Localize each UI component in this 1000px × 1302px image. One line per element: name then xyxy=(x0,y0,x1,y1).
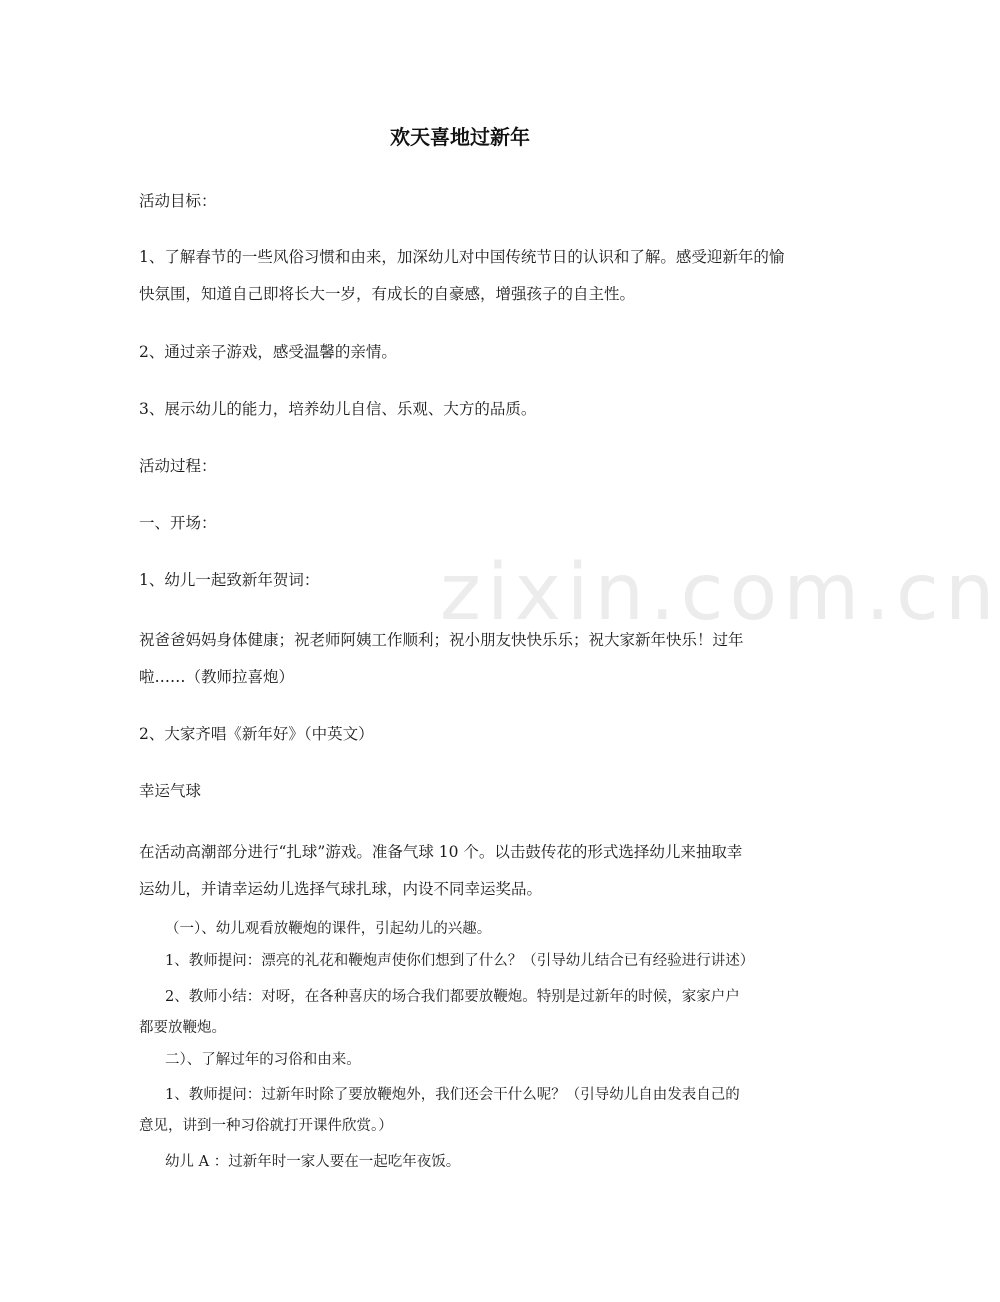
part-1-summary-line-2: 都要放鞭炮。 xyxy=(139,1020,226,1036)
goal-2: 2、通过亲子游戏，感受温馨的亲情。 xyxy=(139,343,397,361)
lucky-line-1: 在活动高潮部分进行“扎球”游戏。准备气球 10 个。以击鼓传花的形式选择幼儿来抽取幸 xyxy=(139,843,743,861)
child-a-answer: 幼儿 A ：过新年时一家人要在一起吃年夜饭。 xyxy=(165,1154,461,1170)
goal-3: 3、展示幼儿的能力，培养幼儿自信、乐观、大方的品质。 xyxy=(139,400,537,418)
watermark: zixin.com.cn xyxy=(440,548,1000,638)
lucky-balloon-paragraph xyxy=(139,834,789,908)
document-title: 欢天喜地过新年 xyxy=(390,125,530,149)
part-1-question: 1、教师提问：漂亮的礼花和鞭炮声使你们想到了什么？（引导幼儿结合已有经验进行讲述） xyxy=(165,953,755,969)
section-1-heading: 一、开场： xyxy=(139,514,217,532)
goal-heading: 活动目标： xyxy=(139,192,217,210)
lucky-line-2: 运幼儿，并请幸运幼儿选择气球扎球，内设不同幸运奖品。 xyxy=(139,880,543,898)
greeting-line-2: 啦……（教师拉喜炮） xyxy=(139,668,295,686)
lucky-balloon-heading: 幸运气球 xyxy=(139,782,202,800)
part-2-heading: 二）、了解过年的习俗和由来。 xyxy=(165,1052,361,1068)
part-1-summary-line-1: 2、教师小结：对呀，在各种喜庆的场合我们都要放鞭炮。特别是过新年的时候，家家户户 xyxy=(165,989,740,1005)
part-2-question-line-2: 意见，讲到一种习俗就打开课件欣赏。） xyxy=(139,1118,393,1134)
greeting-line-1: 祝爸爸妈妈身体健康；祝老师阿姨工作顺利；祝小朋友快快乐乐；祝大家新年快乐！过年 xyxy=(139,631,744,649)
goal-1-line-2: 快氛围，知道自己即将长大一岁，有成长的自豪感，增强孩子的自主性。 xyxy=(139,285,636,303)
part-1-heading: （一）、幼儿观看放鞭炮的课件，引起幼儿的兴趣。 xyxy=(165,921,492,937)
goal-1 xyxy=(139,239,789,313)
process-heading: 活动过程： xyxy=(139,457,217,475)
item-2: 2、大家齐唱《新年好》（中英文） xyxy=(139,725,374,743)
greeting-paragraph xyxy=(139,622,789,696)
item-1: 1、幼儿一起致新年贺词： xyxy=(139,571,320,589)
part-2-question-line-1: 1、教师提问：过新年时除了要放鞭炮外，我们还会干什么呢？（引导幼儿自由发表自己的 xyxy=(165,1087,740,1103)
goal-1-line-1: 1、了解春节的一些风俗习惯和由来，加深幼儿对中国传统节日的认识和了解。感受迎新年的愉 xyxy=(139,248,785,266)
